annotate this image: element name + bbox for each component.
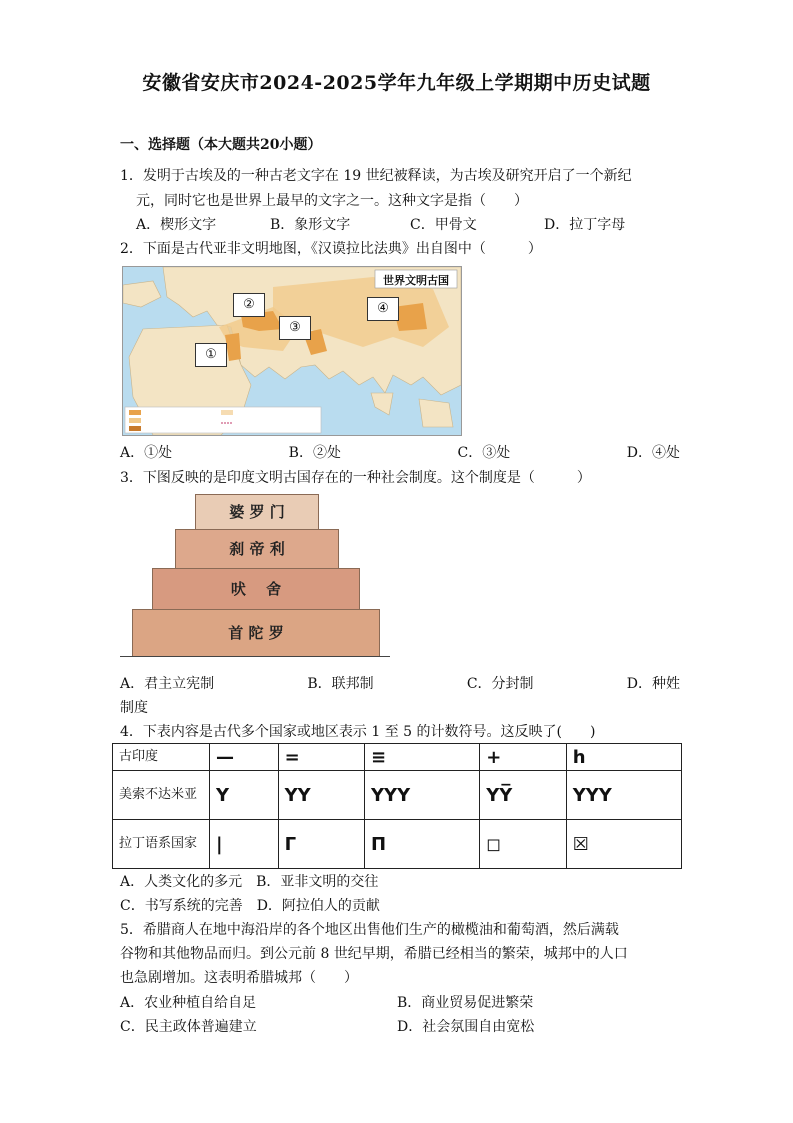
symbol-cell: — (210, 744, 279, 771)
symbol-cell: Γ (278, 820, 364, 869)
symbol-cell: ≡ (365, 744, 480, 771)
q3-option-c[interactable]: C．分封制 (466, 676, 534, 692)
q3-options (120, 673, 680, 693)
q2-options (120, 442, 680, 462)
q1-option-c[interactable]: C．甲骨文 (410, 217, 477, 233)
map-title: 世界文明古国 (383, 274, 449, 287)
symbol-cell: YY (278, 771, 364, 820)
pyramid-level-vaishya: 吠 舍 (152, 568, 360, 610)
q4-options-line2[interactable]: C．书写系统的完善 D．阿拉伯人的贡献 (120, 898, 380, 914)
row-label-latin: 拉丁语系国家 (113, 820, 210, 869)
q1-option-b[interactable]: B．象形文字 (270, 217, 351, 233)
pyramid-level-kshatriya: 刹 帝 利 (175, 529, 339, 569)
page-title: 安徽省安庆市2024-2025学年九年级上学期期中历史试题 (142, 72, 651, 94)
q5-option-a[interactable]: A．农业种植自给自足 (120, 995, 257, 1011)
q1-options (136, 214, 625, 234)
q5-line2: 谷物和其他物品而归。到公元前 8 世纪早期，希腊已经相当的繁荣，城邦中的人口 (120, 946, 628, 962)
q2-option-b[interactable]: B．②处 (288, 445, 341, 461)
row-label-india: 古印度 (113, 744, 210, 771)
table-row (113, 820, 682, 869)
q5-option-b[interactable]: B．商业贸易促进繁荣 (397, 995, 534, 1011)
row-label-mesopotamia: 美索不达米亚 (113, 771, 210, 820)
caste-pyramid (120, 490, 390, 662)
q5-line3: 也急剧增加。这表明希腊城邦（ ） (120, 970, 358, 986)
q5-option-d[interactable]: D．社会氛围自由宽松 (397, 1019, 535, 1035)
map-marker-4: ④ (367, 297, 399, 321)
symbol-cell: h (566, 744, 681, 771)
q2-text: 2．下面是古代亚非文明地图，《汉谟拉比法典》出自图中（ ） (120, 241, 542, 257)
map-marker-3: ③ (279, 316, 311, 340)
q2-option-d[interactable]: D．④处 (626, 445, 680, 461)
pyramid-level-shudra: 首 陀 罗 (132, 609, 380, 657)
map-marker-1: ① (195, 343, 227, 367)
q2-option-c[interactable]: C．③处 (457, 445, 511, 461)
section-heading: 一、选择题（本大题共20小题） (120, 137, 322, 153)
pyramid-level-brahmin: 婆 罗 门 (195, 494, 319, 530)
symbol-cell: ◻ (480, 820, 566, 869)
q2-option-a[interactable]: A．①处 (120, 445, 173, 461)
q1-option-a[interactable]: A．楔形文字 (136, 217, 217, 233)
symbol-cell: YYY (566, 771, 681, 820)
symbol-cell: YYY (365, 771, 480, 820)
q3-option-d-continued: 制度 (120, 700, 148, 716)
q4-options-line1[interactable]: A．人类文化的多元 B．亚非文明的交往 (120, 874, 379, 890)
q3-option-d[interactable]: D．种姓 (626, 676, 680, 692)
q1-line1: 1．发明于古埃及的一种古老文字在 19 世纪被释读，为古埃及研究开启了一个新纪 (120, 168, 632, 184)
ancient-civilization-map (122, 266, 462, 436)
q4-text: 4．下表内容是古代多个国家或地区表示 1 至 5 的计数符号。这反映了( ) (120, 724, 596, 740)
symbol-cell: Π (365, 820, 480, 869)
q5-line1: 5．希腊商人在地中海沿岸的各个地区出售他们生产的橄榄油和葡萄酒，然后满载 (120, 922, 619, 938)
symbol-cell: Y (210, 771, 279, 820)
q1-line2: 元，同时它也是世界上最早的文字之一。这种文字是指（ ） (136, 193, 528, 209)
counting-symbols-table (112, 743, 682, 869)
q3-text: 3．下图反映的是印度文明古国存在的一种社会制度。这个制度是（ ） (120, 470, 591, 486)
symbol-cell: YY̅ (480, 771, 566, 820)
map-marker-2: ② (233, 293, 265, 317)
pyramid-base-line (120, 656, 390, 657)
q1-option-d[interactable]: D．拉丁字母 (544, 217, 626, 233)
symbol-cell: ☒ (566, 820, 681, 869)
symbol-cell: | (210, 820, 279, 869)
q3-option-a[interactable]: A．君主立宪制 (120, 676, 215, 692)
q3-option-b[interactable]: B．联邦制 (307, 676, 374, 692)
symbol-cell: + (480, 744, 566, 771)
table-row (113, 771, 682, 820)
symbol-cell: = (278, 744, 364, 771)
q5-option-c[interactable]: C．民主政体普遍建立 (120, 1019, 257, 1035)
map-image (123, 267, 461, 435)
table-row (113, 744, 682, 771)
